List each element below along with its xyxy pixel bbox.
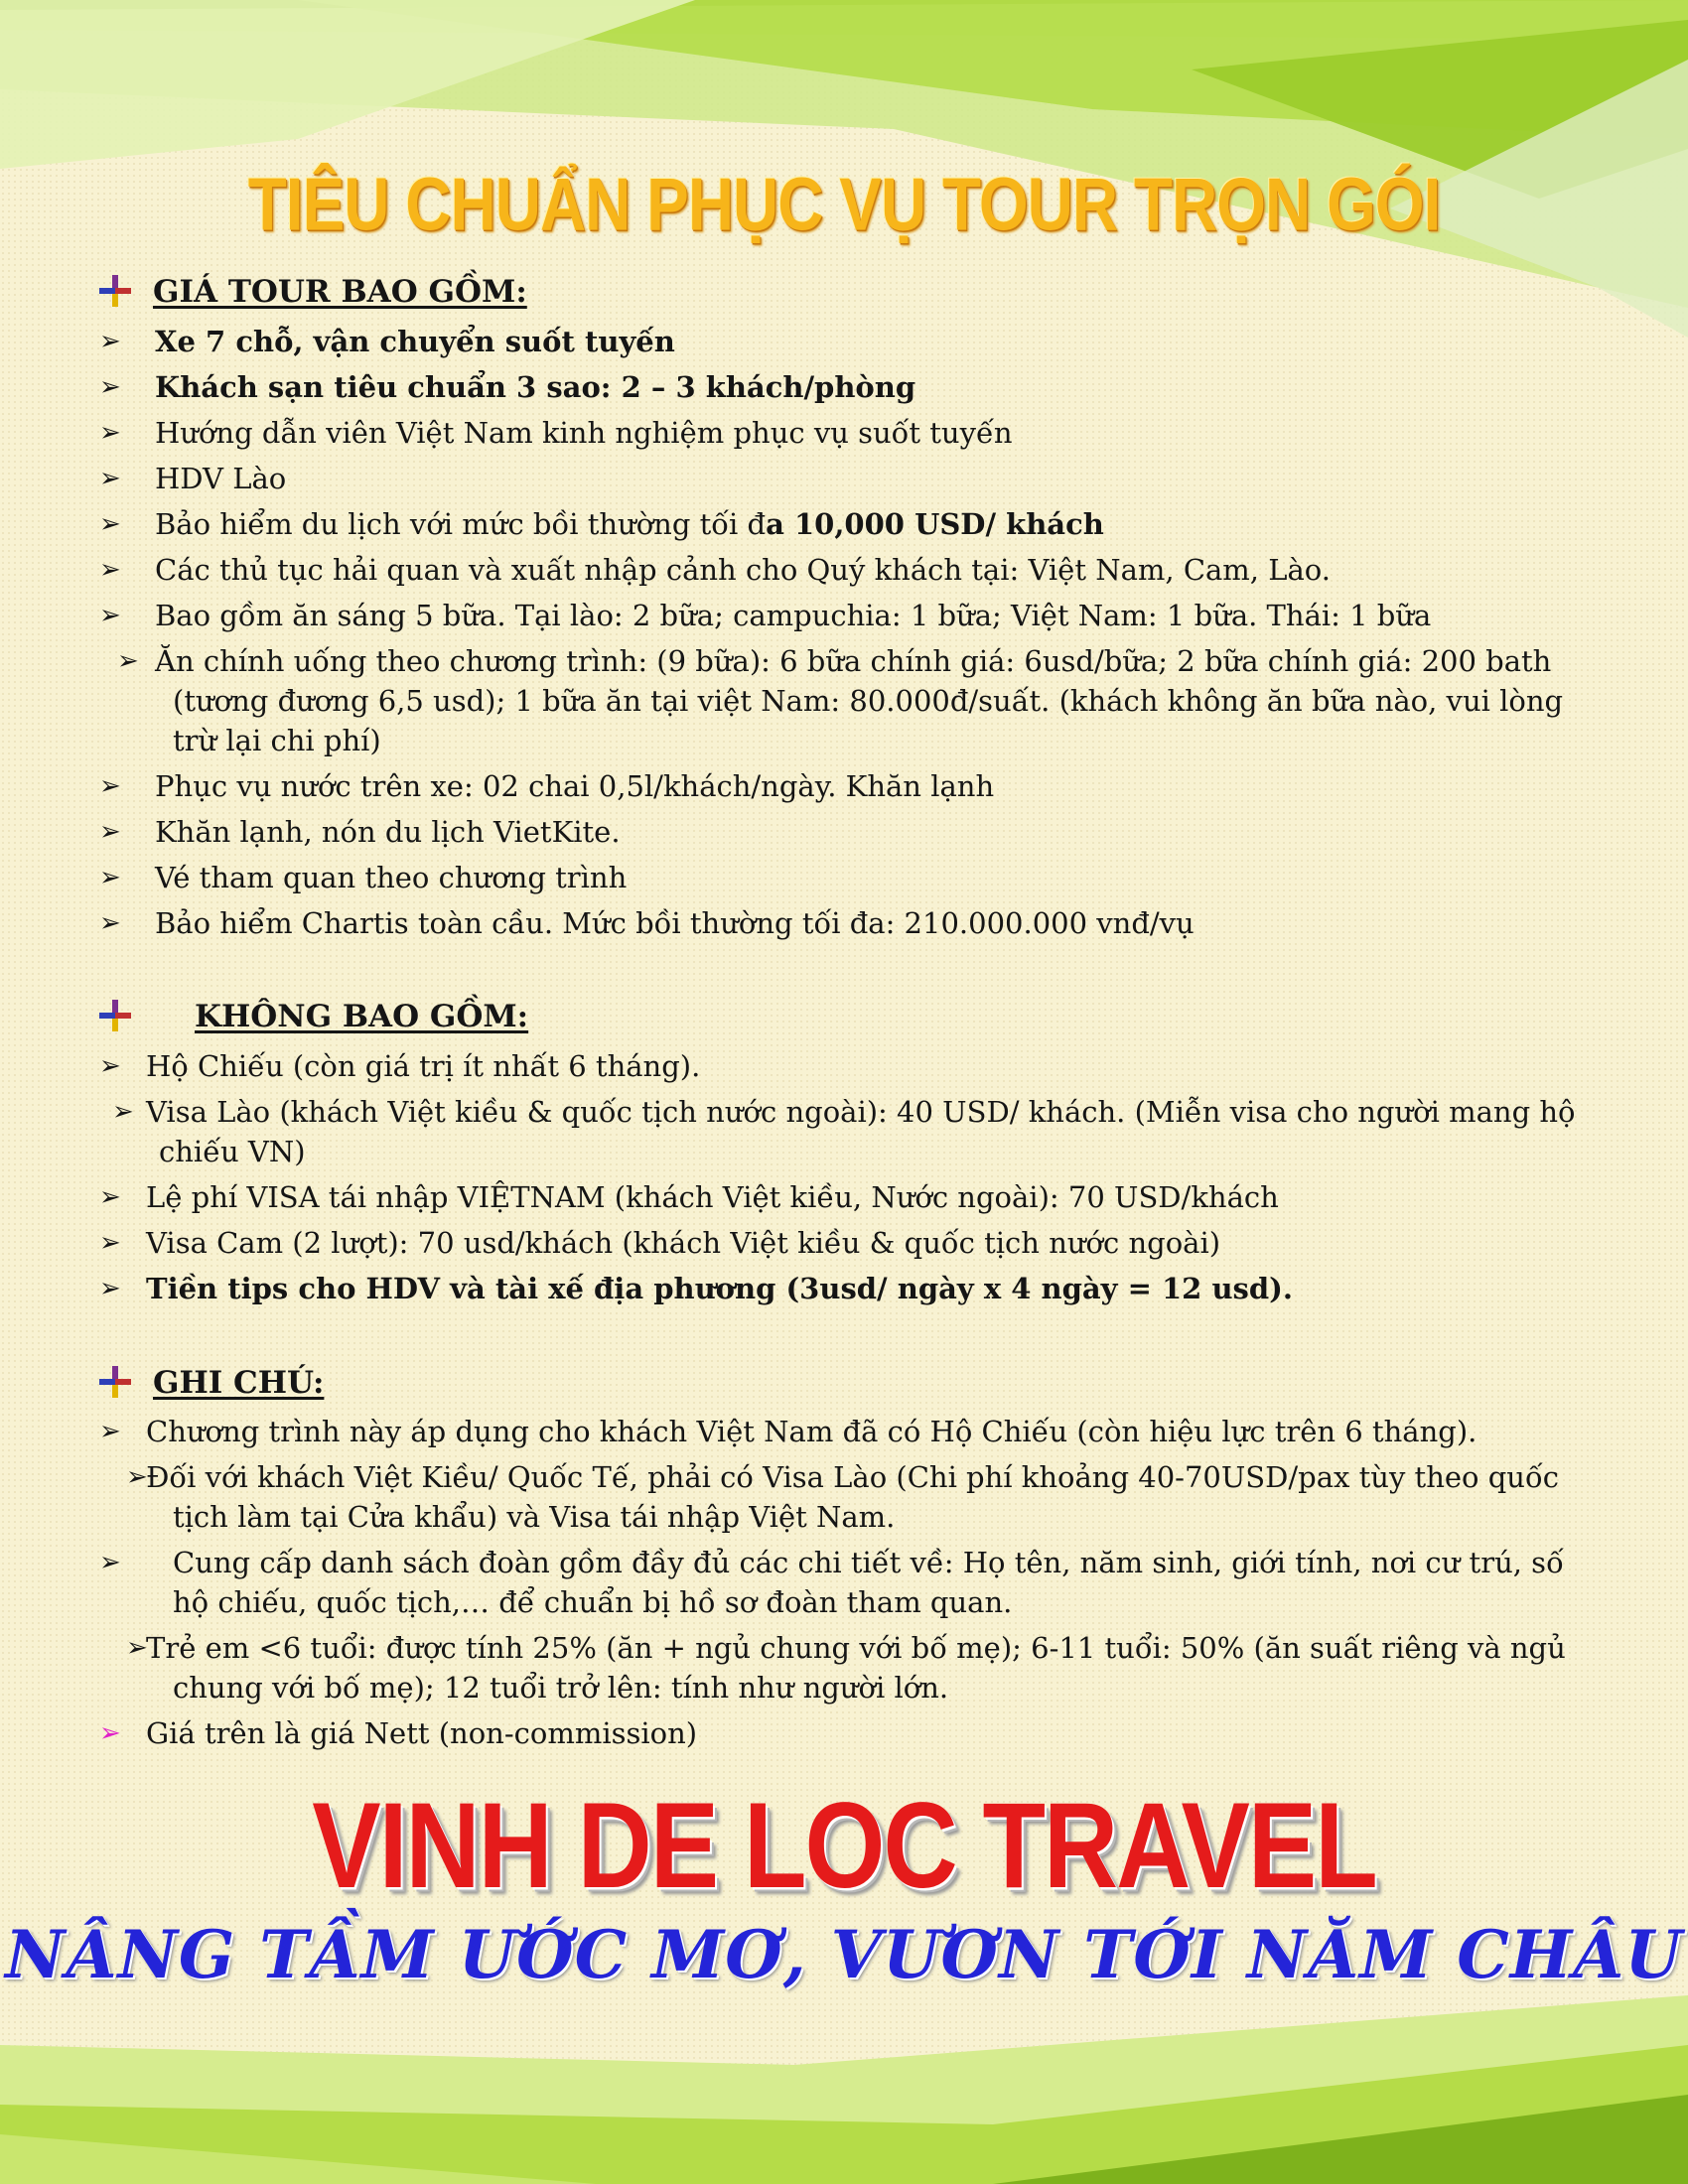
list-item: ➢ HDV Lào (99, 459, 1599, 498)
excluded-heading-text: KHÔNG BAO GỒM: (195, 999, 529, 1034)
page-title: TIÊU CHUẨN PHỤC VỤ TOUR TRỌN GÓI (247, 162, 1441, 247)
excluded-list (99, 1046, 1599, 1314)
list-item: ➢ Khách sạn tiêu chuẩn 3 sao: 2 – 3 khách/phòng (99, 367, 1599, 407)
section-bullet-icon (99, 1000, 131, 1031)
arrow-bullet-icon: ➢ (99, 1417, 121, 1446)
list-item: ➢ Phục vụ nước trên xe: 02 chai 0,5l/khách/ngày. Khăn lạnh (99, 766, 1599, 806)
list-item: ➢ Bảo hiểm du lịch với mức bồi thường tối đa 10,000 USD/ khách (99, 504, 1599, 544)
list-item: ➢ Visa Cam (2 lượt): 70 usd/khách (khách Việt kiều & quốc tịch nước ngoài) (99, 1223, 1599, 1263)
list-item: ➢ Bao gồm ăn sáng 5 bữa. Tại lào: 2 bữa; campuchia: 1 bữa; Việt Nam: 1 bữa. Thái: 1 bữa (99, 596, 1599, 635)
arrow-bullet-icon: ➢ (99, 601, 121, 630)
list-item: ➢ Hộ Chiếu (còn giá trị ít nhất 6 tháng). (99, 1046, 1599, 1086)
list-item: ➢ Đối với khách Việt Kiều/ Quốc Tế, phải có Visa Lào (Chi phí khoảng 40-70USD/pax tùy theo quốc tịch làm tại Cửa khẩu) và Visa tái nhập Việt Nam. (99, 1457, 1599, 1537)
excluded-heading (99, 999, 528, 1034)
list-item: ➢ Tiền tips cho HDV và tài xế địa phương (3usd/ ngày x 4 ngày = 12 usd). (99, 1269, 1599, 1308)
list-item: ➢ Xe 7 chỗ, vận chuyển suốt tuyến (99, 322, 1599, 361)
list-item: ➢ Hướng dẫn viên Việt Nam kinh nghiệm phục vụ suốt tuyến (99, 413, 1599, 453)
arrow-bullet-icon: ➢ (99, 555, 121, 585)
arrow-bullet-icon: ➢ (126, 1462, 148, 1492)
brand-name: VINH DE LOC TRAVEL (312, 1778, 1376, 1915)
list-item: ➢ Các thủ tục hải quan và xuất nhập cảnh cho Quý khách tại: Việt Nam, Cam, Lào. (99, 550, 1599, 590)
section-bullet-icon (99, 1366, 131, 1398)
arrow-bullet-icon: ➢ (99, 1182, 121, 1212)
included-list (99, 322, 1599, 949)
brand-slogan: NÂNG TẦM ƯỚC MƠ, VƯƠN TỚI NĂM CHÂU (5, 1916, 1683, 1993)
arrow-bullet-icon: ➢ (99, 817, 121, 847)
list-item: ➢ Ăn chính uống theo chương trình: (9 bữa): 6 bữa chính giá: 6usd/bữa; 2 bữa chính giá: 200 bath (tương đương 6,5 usd); 1 bữa ăn tại việt Nam: 80.000đ/suất. (khách không ăn bữa nào, vui lòng trừ lại chi phí) (99, 641, 1599, 760)
list-item: ➢ Giá trên là giá Nett (non-commission) (99, 1713, 1599, 1753)
arrow-bullet-icon: ➢ (99, 372, 121, 402)
notes-list (99, 1412, 1599, 1759)
arrow-bullet-icon: ➢ (99, 418, 121, 448)
included-heading (99, 274, 527, 310)
notes-heading-text: GHI CHÚ: (153, 1365, 325, 1401)
arrow-bullet-icon: ➢ (99, 327, 121, 356)
arrow-bullet-icon: ➢ (99, 509, 121, 539)
arrow-bullet-icon: ➢ (126, 1633, 148, 1663)
arrow-bullet-icon: ➢ (99, 863, 121, 892)
included-heading-text: GIÁ TOUR BAO GỒM: (153, 274, 527, 310)
list-item: ➢ Khăn lạnh, nón du lịch VietKite. (99, 812, 1599, 852)
section-bullet-icon (99, 275, 131, 307)
list-item: ➢ Chương trình này áp dụng cho khách Việt Nam đã có Hộ Chiếu (còn hiệu lực trên 6 tháng). (99, 1412, 1599, 1451)
arrow-bullet-icon: ➢ (99, 464, 121, 493)
arrow-bullet-icon: ➢ (99, 1548, 121, 1577)
arrow-bullet-icon: ➢ (99, 1274, 121, 1303)
list-item: ➢ Trẻ em <6 tuổi: được tính 25% (ăn + ngủ chung với bố mẹ); 6-11 tuổi: 50% (ăn suất riêng và ngủ chung với bố mẹ); 12 tuổi trở lên: tính như người lớn. (99, 1628, 1599, 1707)
arrow-bullet-icon: ➢ (99, 908, 121, 938)
list-item: ➢ Bảo hiểm Chartis toàn cầu. Mức bồi thường tối đa: 210.000.000 vnđ/vụ (99, 903, 1599, 943)
list-item: ➢ Cung cấp danh sách đoàn gồm đầy đủ các chi tiết về: Họ tên, năm sinh, giới tính, nơi cư trú, số hộ chiếu, quốc tịch,… để chuẩn bị hồ sơ đoàn tham quan. (99, 1543, 1599, 1622)
list-item: ➢ Visa Lào (khách Việt kiều & quốc tịch nước ngoài): 40 USD/ khách. (Miễn visa cho người mang hộ chiếu VN) (99, 1092, 1599, 1171)
arrow-bullet-icon: ➢ (99, 1718, 121, 1748)
arrow-bullet-icon: ➢ (112, 1097, 134, 1127)
arrow-bullet-icon: ➢ (117, 646, 139, 676)
list-item: ➢ Lệ phí VISA tái nhập VIỆTNAM (khách Việt kiều, Nước ngoài): 70 USD/khách (99, 1177, 1599, 1217)
arrow-bullet-icon: ➢ (99, 1228, 121, 1258)
arrow-bullet-icon: ➢ (99, 1051, 121, 1081)
list-item: ➢ Vé tham quan theo chương trình (99, 858, 1599, 897)
arrow-bullet-icon: ➢ (99, 771, 121, 801)
notes-heading (99, 1365, 324, 1401)
